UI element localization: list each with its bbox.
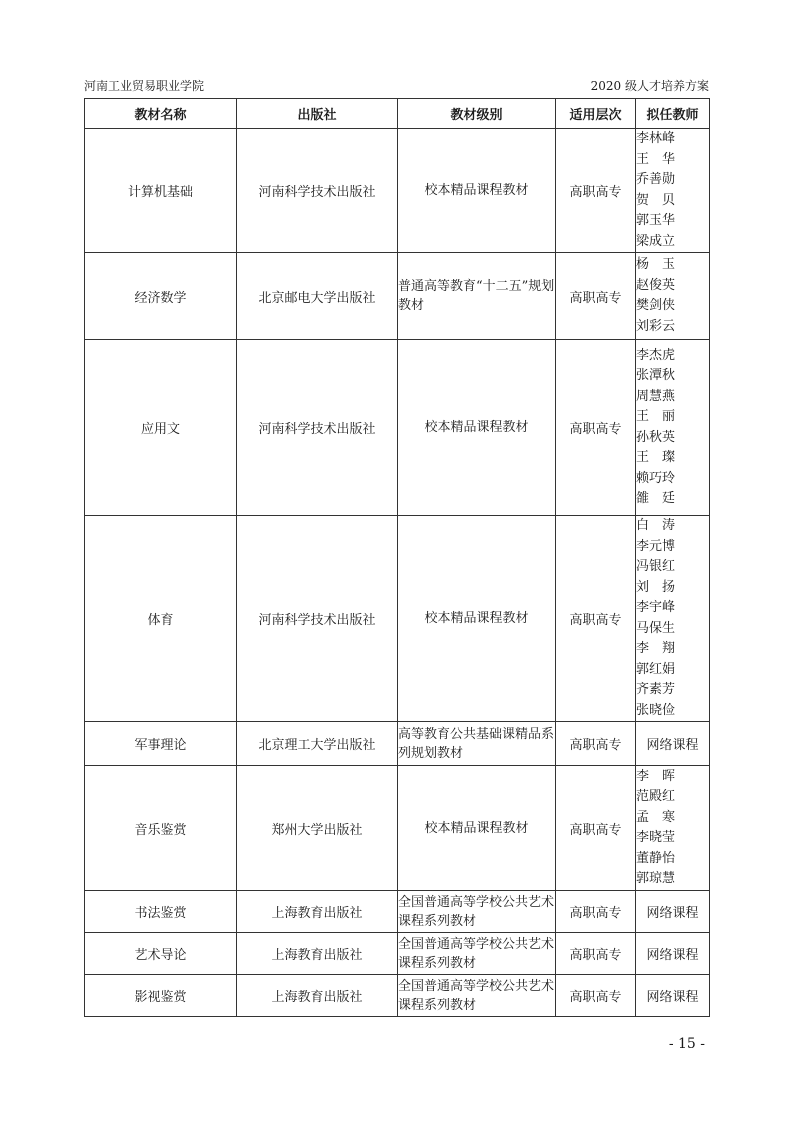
teacher-name: 孟寒	[636, 809, 675, 825]
teacher-name: 李林峰	[636, 131, 676, 146]
table-row	[85, 340, 710, 516]
table-header-row	[85, 99, 710, 129]
teacher-name: 王璨	[636, 450, 675, 465]
publisher-cell: 河南科学技术出版社	[237, 129, 398, 253]
online-course-cell: 网络课程	[636, 933, 710, 975]
table-row	[85, 766, 710, 891]
applicable-tier-cell: 高职高专	[556, 516, 636, 722]
textbook-level-cell	[398, 891, 556, 933]
teacher-name: 张潭秋	[636, 368, 676, 383]
teacher-name: 贺贝	[636, 192, 675, 208]
teacher-name: 范殿红	[636, 789, 676, 804]
applicable-tier-cell: 高职高专	[556, 975, 636, 1017]
publisher-cell: 郑州大学出版社	[237, 766, 398, 891]
applicable-tier-cell: 高职高专	[556, 722, 636, 766]
applicable-tier-cell: 高职高专	[556, 253, 636, 340]
table-row	[85, 722, 710, 766]
online-course-cell: 网络课程	[636, 891, 710, 933]
publisher-cell: 上海教育出版社	[237, 933, 398, 975]
textbook-level-cell	[398, 340, 556, 516]
teacher-name: 孙秋英	[636, 429, 676, 445]
teacher-name: 李元博	[636, 538, 676, 554]
table-row	[85, 516, 710, 722]
table-row	[85, 253, 710, 340]
publisher-cell: 上海教育出版社	[237, 975, 398, 1017]
document-title: 2020 级人才培养方案	[590, 79, 709, 93]
teacher-name: 赵俊英	[636, 277, 676, 293]
teacher-name: 冯银红	[636, 559, 676, 574]
table-row	[85, 891, 710, 933]
textbook-level-text: 全国普通高等学校公共艺术课程系列教材	[398, 978, 555, 1013]
applicable-tier-cell: 高职高专	[556, 129, 636, 253]
page-header	[84, 78, 709, 99]
textbook-level-text: 全国普通高等学校公共艺术课程系列教材	[398, 936, 555, 971]
publisher-cell: 河南科学技术出版社	[237, 516, 398, 722]
teachers-cell	[636, 340, 710, 516]
teacher-name: 王华	[636, 151, 675, 167]
textbook-name-cell: 体育	[85, 516, 237, 722]
textbook-level-cell	[398, 933, 556, 975]
teacher-name: 郭玉华	[636, 213, 676, 228]
textbook-level-text: 校本精品课程教材	[424, 183, 529, 198]
teacher-name: 雒廷	[636, 491, 675, 506]
textbook-name-cell: 书法鉴赏	[85, 891, 237, 933]
school-name: 河南工业贸易职业学院	[84, 79, 205, 93]
header-teachers: 拟任教师	[636, 99, 710, 129]
textbook-level-cell	[398, 766, 556, 891]
textbook-name-cell: 应用文	[85, 340, 237, 516]
teachers-cell	[636, 253, 710, 340]
teacher-name: 郭琼慧	[636, 871, 676, 886]
teacher-name: 樊剑侠	[636, 298, 676, 313]
publisher-cell: 上海教育出版社	[237, 891, 398, 933]
teacher-name: 乔善勋	[636, 172, 676, 187]
teacher-name: 李翔	[636, 641, 675, 656]
table-body	[85, 129, 710, 1017]
table-row	[85, 933, 710, 975]
teacher-name: 张晓俭	[636, 702, 676, 718]
textbook-level-text: 普通高等教育“十二五”规划教材	[398, 279, 555, 313]
teacher-name: 周慧燕	[636, 388, 676, 404]
textbook-level-cell	[398, 722, 556, 766]
teacher-name: 刘扬	[636, 579, 675, 595]
teachers-cell	[636, 516, 710, 722]
table-row	[85, 129, 710, 253]
teacher-name: 马保生	[636, 620, 676, 636]
online-course-cell: 网络课程	[636, 722, 710, 766]
publisher-cell: 北京邮电大学出版社	[237, 253, 398, 340]
teacher-name: 李晓莹	[636, 830, 676, 845]
header-publisher: 出版社	[237, 99, 398, 129]
teacher-name: 李宇峰	[636, 600, 676, 615]
textbook-level-text: 全国普通高等学校公共艺术课程系列教材	[398, 894, 555, 929]
textbook-level-text: 校本精品课程教材	[424, 611, 529, 626]
teacher-name: 王丽	[636, 409, 675, 424]
teacher-name: 齐素芳	[636, 682, 676, 697]
textbook-name-cell: 计算机基础	[85, 129, 237, 253]
applicable-tier-cell: 高职高专	[556, 891, 636, 933]
textbook-name-cell: 经济数学	[85, 253, 237, 340]
textbook-level-cell	[398, 975, 556, 1017]
publisher-cell: 河南科学技术出版社	[237, 340, 398, 516]
applicable-tier-cell: 高职高专	[556, 766, 636, 891]
textbook-name-cell: 音乐鉴赏	[85, 766, 237, 891]
header-applicable-tier: 适用层次	[556, 99, 636, 129]
textbook-level-cell	[398, 129, 556, 253]
textbook-level-text: 高等教育公共基础课精品系列规划教材	[398, 726, 555, 761]
textbook-level-cell	[398, 253, 556, 340]
online-course-cell: 网络课程	[636, 975, 710, 1017]
teacher-name: 白涛	[636, 518, 675, 533]
teacher-name: 赖巧玲	[636, 470, 676, 486]
teachers-cell	[636, 129, 710, 253]
applicable-tier-cell: 高职高专	[556, 340, 636, 516]
teacher-name: 董静怡	[636, 850, 676, 866]
textbook-table	[84, 98, 710, 1017]
table-row	[85, 975, 710, 1017]
teacher-name: 杨玉	[636, 257, 675, 272]
textbook-level-text: 校本精品课程教材	[424, 420, 529, 435]
teacher-name: 郭红娟	[636, 661, 676, 677]
teacher-name: 李杰虎	[636, 347, 676, 363]
header-textbook-level: 教材级别	[398, 99, 556, 129]
teacher-name: 刘彩云	[636, 318, 676, 334]
header-textbook-name: 教材名称	[85, 99, 237, 129]
publisher-cell: 北京理工大学出版社	[237, 722, 398, 766]
textbook-name-cell: 军事理论	[85, 722, 237, 766]
teacher-name: 梁成立	[636, 233, 676, 249]
teacher-name: 李晖	[636, 768, 675, 784]
teachers-cell	[636, 766, 710, 891]
textbook-name-cell: 影视鉴赏	[85, 975, 237, 1017]
textbook-level-text: 校本精品课程教材	[424, 820, 529, 836]
textbook-level-cell	[398, 516, 556, 722]
page-number: - 15 -	[668, 1036, 705, 1052]
applicable-tier-cell: 高职高专	[556, 933, 636, 975]
textbook-name-cell: 艺术导论	[85, 933, 237, 975]
